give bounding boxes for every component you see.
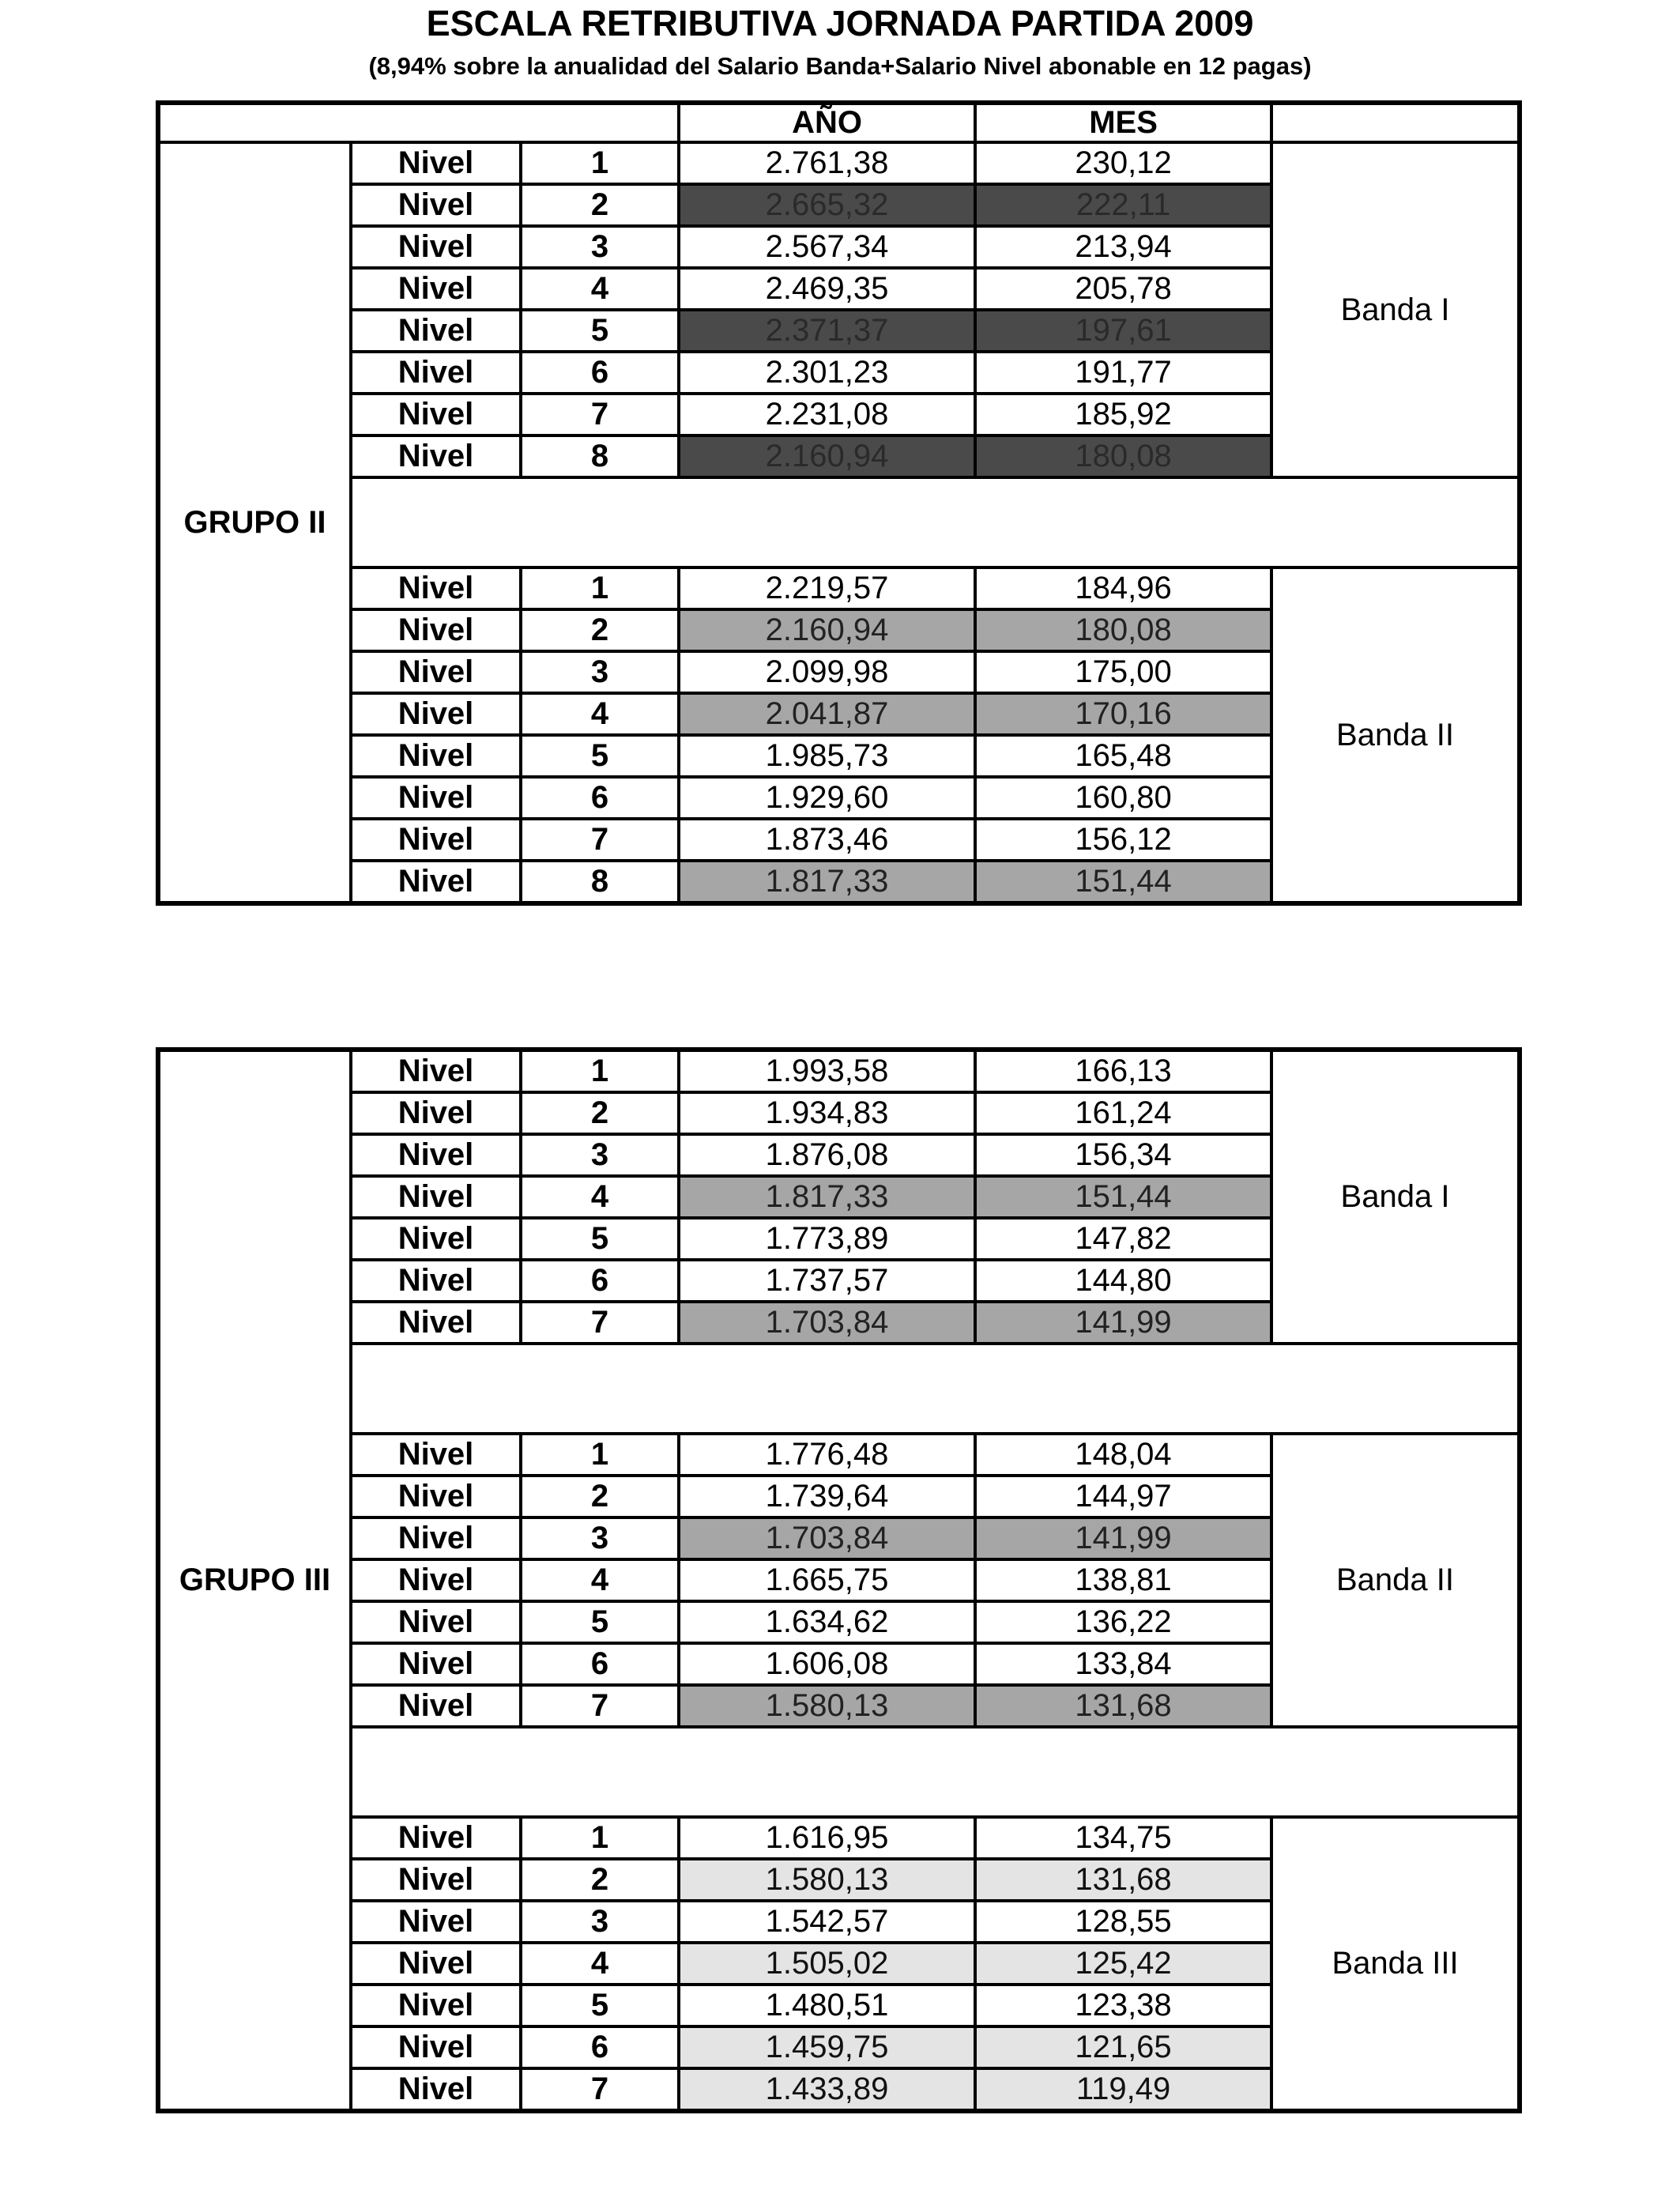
year-amount: 1.580,13 — [679, 1859, 975, 1901]
level-label: Nivel — [351, 1092, 521, 1134]
level-number: 1 — [521, 1434, 679, 1476]
month-amount: 165,48 — [975, 735, 1271, 777]
year-amount: 1.703,84 — [679, 1517, 975, 1559]
level-number: 2 — [521, 1092, 679, 1134]
year-amount: 1.542,57 — [679, 1901, 975, 1943]
year-amount: 2.469,35 — [679, 268, 975, 310]
level-label: Nivel — [351, 1302, 521, 1344]
level-number: 4 — [521, 268, 679, 310]
level-number: 8 — [521, 861, 679, 903]
level-label: Nivel — [351, 609, 521, 651]
level-number: 4 — [521, 1176, 679, 1218]
month-amount: 180,08 — [975, 609, 1271, 651]
header-row — [158, 103, 1520, 142]
level-label: Nivel — [351, 1685, 521, 1727]
level-number: 7 — [521, 819, 679, 861]
month-amount: 133,84 — [975, 1643, 1271, 1685]
band-separator-cell — [351, 477, 1520, 567]
month-amount: 151,44 — [975, 1176, 1271, 1218]
year-amount: 1.433,89 — [679, 2068, 975, 2111]
group-label: GRUPO III — [158, 1050, 351, 2111]
year-amount: 1.737,57 — [679, 1260, 975, 1302]
month-amount: 205,78 — [975, 268, 1271, 310]
month-amount: 144,97 — [975, 1476, 1271, 1517]
month-amount: 166,13 — [975, 1050, 1271, 1092]
year-amount: 2.371,37 — [679, 310, 975, 352]
band-separator-row — [158, 1344, 1520, 1434]
level-label: Nivel — [351, 861, 521, 903]
month-amount: 156,12 — [975, 819, 1271, 861]
year-amount: 2.301,23 — [679, 352, 975, 394]
band-label: Banda I — [1271, 142, 1520, 477]
table-row — [158, 142, 1520, 184]
level-number: 6 — [521, 2026, 679, 2068]
level-label: Nivel — [351, 394, 521, 435]
year-amount: 1.934,83 — [679, 1092, 975, 1134]
year-amount: 2.567,34 — [679, 226, 975, 268]
month-amount: 119,49 — [975, 2068, 1271, 2111]
month-amount: 147,82 — [975, 1218, 1271, 1260]
table-body-grupo-ii — [158, 103, 1520, 903]
level-number: 5 — [521, 1218, 679, 1260]
level-number: 3 — [521, 1517, 679, 1559]
year-amount: 1.876,08 — [679, 1134, 975, 1176]
year-amount: 1.459,75 — [679, 2026, 975, 2068]
level-label: Nivel — [351, 1601, 521, 1643]
level-label: Nivel — [351, 735, 521, 777]
year-amount: 2.761,38 — [679, 142, 975, 184]
year-amount: 1.993,58 — [679, 1050, 975, 1092]
level-label: Nivel — [351, 1260, 521, 1302]
year-amount: 2.041,87 — [679, 693, 975, 735]
level-label: Nivel — [351, 310, 521, 352]
band-separator-cell — [351, 1727, 1520, 1817]
level-label: Nivel — [351, 1517, 521, 1559]
level-number: 5 — [521, 1601, 679, 1643]
level-number: 5 — [521, 735, 679, 777]
band-separator-cell — [351, 1344, 1520, 1434]
header-blank-right — [1271, 103, 1520, 142]
year-amount: 1.929,60 — [679, 777, 975, 819]
band-label: Banda II — [1271, 567, 1520, 903]
table-row — [158, 1050, 1520, 1092]
month-amount: 144,80 — [975, 1260, 1271, 1302]
year-amount: 1.817,33 — [679, 861, 975, 903]
column-header-month: MES — [975, 103, 1271, 142]
month-amount: 151,44 — [975, 861, 1271, 903]
level-label: Nivel — [351, 268, 521, 310]
level-label: Nivel — [351, 1559, 521, 1601]
year-amount: 1.703,84 — [679, 1302, 975, 1344]
band-label: Banda III — [1271, 1817, 1520, 2111]
level-label: Nivel — [351, 1434, 521, 1476]
level-label: Nivel — [351, 226, 521, 268]
level-number: 3 — [521, 1134, 679, 1176]
level-label: Nivel — [351, 1050, 521, 1092]
month-amount: 131,68 — [975, 1859, 1271, 1901]
month-amount: 197,61 — [975, 310, 1271, 352]
band-separator-row — [158, 477, 1520, 567]
level-label: Nivel — [351, 1985, 521, 2026]
year-amount: 1.773,89 — [679, 1218, 975, 1260]
level-number: 3 — [521, 651, 679, 693]
level-number: 2 — [521, 1859, 679, 1901]
year-amount: 2.219,57 — [679, 567, 975, 609]
level-number: 5 — [521, 1985, 679, 2026]
level-label: Nivel — [351, 819, 521, 861]
month-amount: 141,99 — [975, 1517, 1271, 1559]
level-number: 1 — [521, 567, 679, 609]
level-label: Nivel — [351, 651, 521, 693]
table-row — [158, 1817, 1520, 1859]
level-number: 3 — [521, 226, 679, 268]
level-label: Nivel — [351, 567, 521, 609]
year-amount: 1.817,33 — [679, 1176, 975, 1218]
month-amount: 123,38 — [975, 1985, 1271, 2026]
band-label: Banda I — [1271, 1050, 1520, 1344]
month-amount: 185,92 — [975, 394, 1271, 435]
month-amount: 138,81 — [975, 1559, 1271, 1601]
level-number: 4 — [521, 1943, 679, 1985]
level-label: Nivel — [351, 777, 521, 819]
year-amount: 1.580,13 — [679, 1685, 975, 1727]
year-amount: 1.606,08 — [679, 1643, 975, 1685]
level-label: Nivel — [351, 1476, 521, 1517]
page-subtitle: (8,94% sobre la anualidad del Salario Banda+Salario Nivel abonable en 12 pagas) — [368, 52, 1312, 80]
level-number: 6 — [521, 777, 679, 819]
level-number: 4 — [521, 1559, 679, 1601]
band-separator-row — [158, 1727, 1520, 1817]
level-number: 2 — [521, 609, 679, 651]
salary-table-grupo-ii — [156, 100, 1522, 906]
year-amount: 1.985,73 — [679, 735, 975, 777]
level-label: Nivel — [351, 352, 521, 394]
level-label: Nivel — [351, 2068, 521, 2111]
band-label: Banda II — [1271, 1434, 1520, 1727]
month-amount: 170,16 — [975, 693, 1271, 735]
level-number: 7 — [521, 2068, 679, 2111]
level-label: Nivel — [351, 1901, 521, 1943]
group-label: GRUPO II — [158, 142, 351, 903]
month-amount: 128,55 — [975, 1901, 1271, 1943]
month-amount: 156,34 — [975, 1134, 1271, 1176]
level-number: 7 — [521, 1685, 679, 1727]
month-amount: 213,94 — [975, 226, 1271, 268]
year-amount: 1.873,46 — [679, 819, 975, 861]
level-number: 3 — [521, 1901, 679, 1943]
level-number: 5 — [521, 310, 679, 352]
salary-table-grupo-iii — [156, 1047, 1522, 2113]
level-label: Nivel — [351, 1176, 521, 1218]
level-label: Nivel — [351, 1643, 521, 1685]
level-label: Nivel — [351, 435, 521, 477]
month-amount: 136,22 — [975, 1601, 1271, 1643]
header-blank — [158, 103, 679, 142]
level-label: Nivel — [351, 1859, 521, 1901]
year-amount: 1.634,62 — [679, 1601, 975, 1643]
table-row — [158, 567, 1520, 609]
year-amount: 2.160,94 — [679, 609, 975, 651]
year-amount: 2.231,08 — [679, 394, 975, 435]
month-amount: 161,24 — [975, 1092, 1271, 1134]
level-number: 2 — [521, 184, 679, 226]
month-amount: 175,00 — [975, 651, 1271, 693]
level-label: Nivel — [351, 1943, 521, 1985]
level-label: Nivel — [351, 142, 521, 184]
year-amount: 1.739,64 — [679, 1476, 975, 1517]
level-number: 6 — [521, 352, 679, 394]
month-amount: 125,42 — [975, 1943, 1271, 1985]
level-number: 1 — [521, 1050, 679, 1092]
month-amount: 148,04 — [975, 1434, 1271, 1476]
year-amount: 2.099,98 — [679, 651, 975, 693]
level-label: Nivel — [351, 2026, 521, 2068]
level-number: 2 — [521, 1476, 679, 1517]
year-amount: 2.665,32 — [679, 184, 975, 226]
year-amount: 1.665,75 — [679, 1559, 975, 1601]
level-label: Nivel — [351, 1218, 521, 1260]
year-amount: 1.776,48 — [679, 1434, 975, 1476]
level-label: Nivel — [351, 1817, 521, 1859]
level-label: Nivel — [351, 184, 521, 226]
level-number: 7 — [521, 394, 679, 435]
table-body-grupo-iii — [158, 1050, 1520, 2111]
table-row — [158, 1434, 1520, 1476]
year-amount: 1.616,95 — [679, 1817, 975, 1859]
year-amount: 1.480,51 — [679, 1985, 975, 2026]
column-header-year: AÑO — [679, 103, 975, 142]
level-number: 1 — [521, 1817, 679, 1859]
month-amount: 134,75 — [975, 1817, 1271, 1859]
year-amount: 1.505,02 — [679, 1943, 975, 1985]
level-number: 1 — [521, 142, 679, 184]
level-number: 8 — [521, 435, 679, 477]
month-amount: 184,96 — [975, 567, 1271, 609]
year-amount: 2.160,94 — [679, 435, 975, 477]
page-title: ESCALA RETRIBUTIVA JORNADA PARTIDA 2009 — [426, 3, 1254, 43]
month-amount: 222,11 — [975, 184, 1271, 226]
level-label: Nivel — [351, 1134, 521, 1176]
month-amount: 160,80 — [975, 777, 1271, 819]
level-number: 6 — [521, 1260, 679, 1302]
month-amount: 131,68 — [975, 1685, 1271, 1727]
level-number: 4 — [521, 693, 679, 735]
month-amount: 141,99 — [975, 1302, 1271, 1344]
month-amount: 180,08 — [975, 435, 1271, 477]
month-amount: 121,65 — [975, 2026, 1271, 2068]
level-number: 7 — [521, 1302, 679, 1344]
level-number: 6 — [521, 1643, 679, 1685]
month-amount: 191,77 — [975, 352, 1271, 394]
level-label: Nivel — [351, 693, 521, 735]
month-amount: 230,12 — [975, 142, 1271, 184]
